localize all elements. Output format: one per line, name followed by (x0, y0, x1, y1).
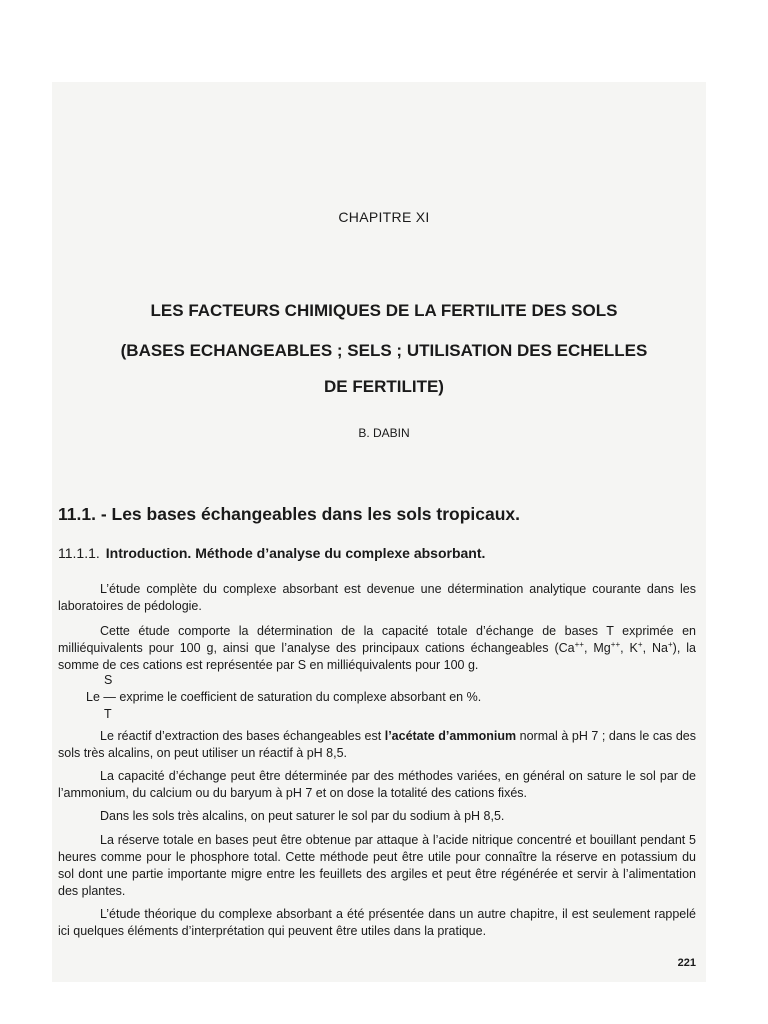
p2-sup-4: + (667, 639, 673, 649)
chapter-label: CHAPITRE XI (338, 209, 430, 225)
subsection-title: Introduction. Méthode d’analyse du complexe absorbant. (105, 545, 486, 561)
paragraph-6: La réserve totale en bases peut être obtenue par attaque à l’acide nitrique concentré et bouillant pendant 5 heures comme pour le phosphore total. Cette méthode peut être utile pour connaître la réserve en potassium du sol dont une partie importante migre entre les feuillets des argiles et peut être régénérée et servir à l’alimentation des plantes. (58, 833, 696, 898)
p2-sup-3: + (637, 639, 643, 649)
fraction-denominator: T (104, 707, 112, 721)
section-heading: 11.1. - Les bases échangeables dans les sols tropicaux. (58, 504, 521, 524)
page-number: 221 (677, 957, 696, 969)
paragraph-3 (58, 728, 696, 762)
p2-sup-2: ++ (610, 639, 621, 649)
fraction-bar: — (103, 690, 116, 704)
fraction-prefix: Le (86, 690, 100, 704)
title-line-1: LES FACTEURS CHIMIQUES DE LA FERTILITE DES SOLS (150, 301, 618, 320)
p2-text-a: Cette étude comporte la détermination de la capacité totale d’échange de bases T exprimée en milliéquivalents pour 100 g, ainsi que l’analyse des principaux cations échangeables (Ca (58, 624, 696, 655)
p2-text-c: , K (620, 641, 638, 655)
paragraph-4: La capacité d’échange peut être déterminée par des méthodes variées, en général on sature le sol par de l’ammonium, du calcium ou du baryum à pH 7 et on dose la totalité des cations fixés. (58, 769, 696, 800)
subsection-heading (58, 545, 485, 561)
fraction-line (86, 689, 481, 706)
p2-text-e: ), la somme de ces cations est représentée par S en milliéquivalents pour 100 g. (58, 641, 696, 672)
fraction-text: exprime le coefficient de saturation du complexe absorbant en %. (119, 690, 482, 704)
p2-text-b: , Mg (583, 641, 611, 655)
paragraph-7: L’étude théorique du complexe absorbant a été présentée dans un autre chapitre, il est seulement rappelé ici quelques éléments d’interprétation qui peuvent être utiles dans la pratique. (58, 907, 696, 938)
fraction-numerator: S (104, 673, 113, 687)
p3-text-b: normal à pH 7 ; dans le cas des sols très alcalins, on peut utiliser un réactif à pH 8,5. (58, 729, 696, 760)
title-line-2: (BASES ECHANGEABLES ; SELS ; UTILISATION DES ECHELLES (120, 341, 648, 360)
subsection-number: 11.1.1. (58, 545, 100, 561)
author: B. DABIN (358, 426, 410, 440)
paragraph-5: Dans les sols très alcalins, on peut saturer le sol par du sodium à pH 8,5. (100, 809, 505, 823)
p2-sup-1: ++ (574, 639, 584, 649)
p3-text-a: Le réactif d’extraction des bases échangeables est (100, 729, 385, 743)
p3-bold: l’acétate d’ammonium (384, 729, 517, 743)
paragraph-2 (58, 623, 696, 674)
p2-text-d: , Na (642, 641, 668, 655)
title-line-3: DE FERTILITE) (324, 377, 444, 396)
paragraph-1: L’étude complète du complexe absorbant est devenue une détermination analytique courante dans les laboratoires de pédologie. (58, 582, 696, 613)
